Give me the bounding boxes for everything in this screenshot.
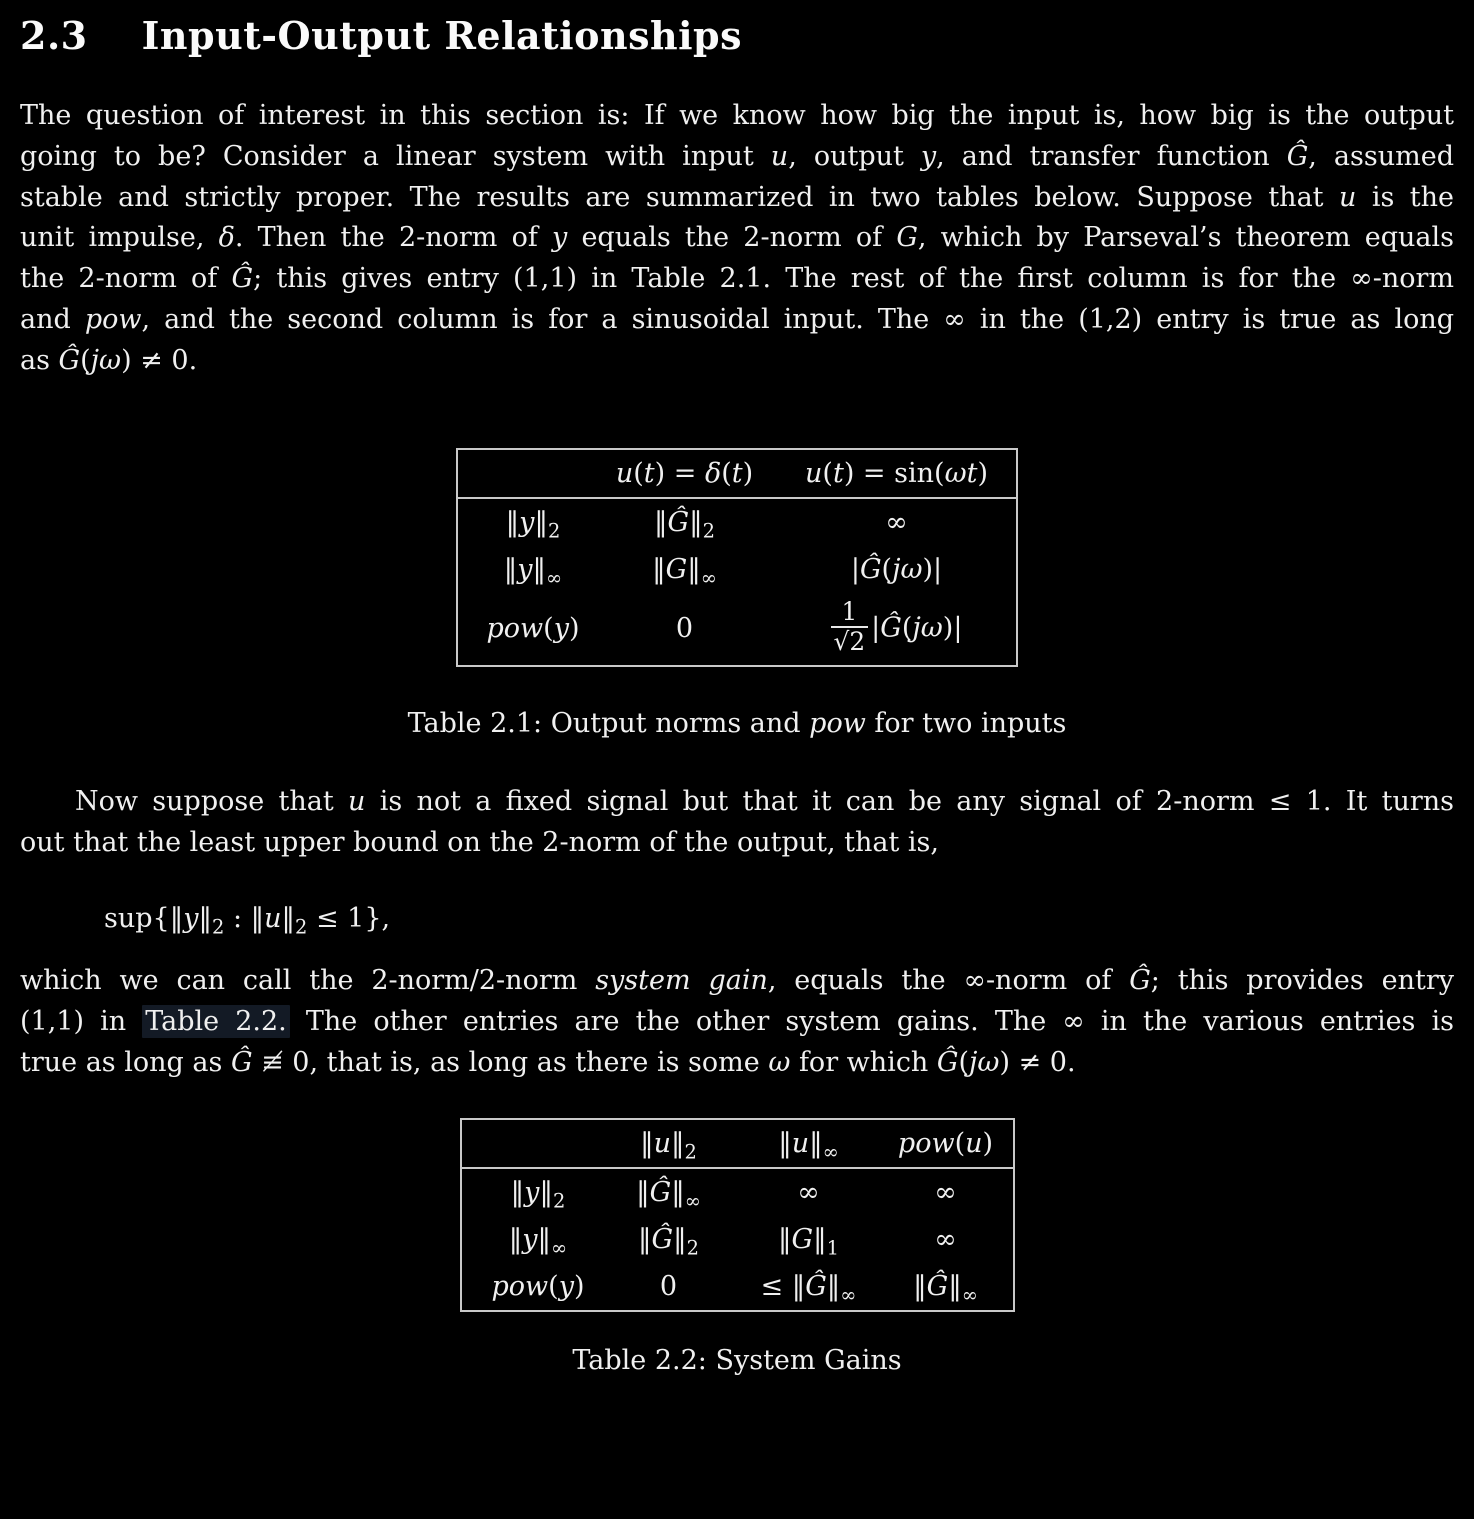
row-label-y-2norm	[457, 498, 592, 546]
text-segment: ‖	[281, 903, 296, 935]
text-segment: , assumed	[1308, 140, 1454, 172]
text-segment: which we can call the 2-norm/2-norm	[20, 965, 596, 997]
text-segment: (	[901, 612, 913, 644]
text-segment: y	[553, 613, 569, 645]
text-segment: pow	[486, 613, 544, 645]
table-row	[457, 593, 1017, 666]
text-segment: u	[1338, 181, 1357, 213]
text-segment: going to be? Consider a linear system with input	[20, 140, 771, 172]
text-segment: pow	[491, 1270, 549, 1302]
text-segment: )	[568, 613, 580, 645]
text-segment: u	[615, 457, 634, 489]
text-segment: ‖	[539, 1176, 553, 1208]
text-segment: pow	[897, 1127, 955, 1159]
text-segment: ‖	[687, 553, 701, 585]
text-segment: as	[20, 344, 59, 376]
row-label-y-2norm	[461, 1168, 599, 1216]
text-segment: ‖	[532, 553, 547, 585]
text-segment: G	[665, 553, 688, 585]
text-segment: Now suppose that	[75, 785, 348, 817]
text-segment: ∞	[934, 1223, 957, 1255]
text-segment: (	[633, 457, 644, 489]
text-segment: ‖	[948, 1270, 962, 1302]
text-segment: , equals the ∞-norm of	[767, 965, 1130, 997]
table-corner-cell	[461, 1119, 599, 1168]
text-segment: (	[954, 1127, 966, 1159]
table-cell	[592, 498, 777, 546]
section-heading	[20, 14, 1454, 58]
text-segment: y	[558, 1270, 574, 1302]
row-label-y-infnorm	[461, 1216, 599, 1263]
text-segment: jω	[969, 1046, 1000, 1078]
table-cell	[739, 1168, 879, 1216]
text-segment: Ĝ	[667, 506, 690, 538]
table-corner-cell	[457, 449, 592, 498]
text-segment: u	[791, 1127, 810, 1159]
text-segment: 2	[295, 915, 308, 939]
paragraph-system-gain	[20, 961, 1454, 1083]
system-gains-table	[460, 1118, 1015, 1312]
text-segment: u	[348, 785, 366, 817]
text-segment: Ĝ	[859, 553, 882, 585]
text-segment: Ĝ	[230, 1046, 253, 1078]
text-segment: ∞	[797, 1176, 820, 1208]
row-label-pow-y	[457, 593, 592, 666]
text-segment: (	[543, 613, 554, 645]
text-segment: sup{‖	[104, 903, 184, 935]
text-segment: (	[548, 1270, 559, 1302]
text-segment: 0	[659, 1270, 678, 1302]
text-segment: ) ≠ 0.	[999, 1046, 1076, 1078]
text-segment: is the	[1356, 181, 1455, 213]
table-2-2-link[interactable]: Table 2.2.	[142, 1005, 290, 1038]
text-segment: ‖	[508, 1223, 523, 1255]
text-segment: Ĝ	[936, 1046, 959, 1078]
text-segment: Ĝ	[1129, 965, 1151, 997]
text-segment: ∞	[546, 565, 563, 589]
text-segment: ) =	[654, 457, 705, 489]
text-segment: (1,1) in	[20, 1005, 143, 1037]
header-pow-u	[879, 1119, 1014, 1168]
text-line	[20, 961, 1454, 1002]
text-segment: stable and strictly proper. The results are summarized in two tables below. Suppose that	[20, 181, 1339, 213]
text-line	[20, 823, 1454, 864]
text-segment: Ĝ	[926, 1270, 949, 1302]
text-segment: jω	[892, 553, 923, 585]
section-number: 2.3	[20, 13, 88, 58]
text-line	[20, 218, 1454, 259]
text-segment: ‖	[636, 1176, 650, 1208]
text-segment: u	[770, 140, 789, 172]
text-segment: G	[896, 222, 918, 254]
table-cell	[592, 546, 777, 593]
text-segment: and	[20, 303, 85, 335]
header-impulse-input	[592, 449, 777, 498]
text-segment: y	[519, 506, 535, 538]
table-header-row	[461, 1119, 1014, 1168]
text-segment: y	[183, 903, 199, 935]
text-segment: (	[721, 457, 732, 489]
text-line	[20, 137, 1454, 178]
table-2-1-caption	[20, 708, 1454, 740]
text-segment: (	[958, 1046, 970, 1078]
fraction: $\frac{1}{√2}$	[831, 599, 869, 655]
text-segment: ∞	[684, 1188, 701, 1212]
table-cell	[879, 1168, 1014, 1216]
text-segment: , which by Parseval’s theorem equals	[917, 222, 1454, 254]
text-line	[20, 96, 1454, 137]
text-segment: for which	[790, 1046, 937, 1078]
text-segment: u	[653, 1127, 671, 1159]
text-segment: ωt	[944, 457, 978, 489]
table-2-2-caption	[20, 1345, 1454, 1377]
text-segment: 2	[211, 915, 225, 939]
text-segment: The other entries are the other system gains. The ∞ in the various entries is	[289, 1005, 1454, 1037]
table-cell	[777, 593, 1017, 666]
text-segment: ‖	[826, 1270, 841, 1302]
text-segment: ≢ 0, that is, as long as there is some	[252, 1046, 769, 1078]
text-segment: ‖	[654, 506, 668, 538]
text-segment: unit impulse,	[20, 222, 219, 254]
table-row	[457, 498, 1017, 546]
text-segment: ‖	[198, 903, 212, 935]
output-norms-table	[456, 448, 1018, 667]
text-line	[20, 782, 1454, 823]
text-line	[20, 1002, 1454, 1043]
text-segment: t	[643, 457, 655, 489]
table-cell	[879, 1263, 1014, 1311]
table-cell	[599, 1216, 739, 1263]
text-segment: u	[264, 903, 282, 935]
text-segment: ‖	[809, 1127, 823, 1159]
text-segment: ≤ 1},	[307, 903, 391, 935]
table-cell	[739, 1216, 879, 1263]
text-segment: ) ≠ 0.	[121, 344, 198, 376]
text-segment: y	[524, 1176, 540, 1208]
text-segment: true as long as	[20, 1046, 231, 1078]
text-segment: ‖	[537, 1223, 552, 1255]
table-cell	[599, 1263, 739, 1311]
text-segment: )	[977, 457, 988, 489]
text-line	[20, 178, 1454, 219]
text-segment: ∞	[700, 565, 717, 589]
table-row	[461, 1263, 1014, 1311]
text-segment: )	[573, 1270, 585, 1302]
text-segment: ∞	[551, 1235, 568, 1259]
text-segment: ; this provides entry	[1150, 965, 1454, 997]
text-segment: . Then the 2-norm of	[234, 222, 553, 254]
text-segment: 2	[686, 1235, 699, 1259]
text-segment: Table 2.2: System Gains	[572, 1344, 902, 1376]
text-segment: 2	[702, 518, 715, 542]
text-column	[20, 14, 1454, 1377]
table-cell	[777, 498, 1017, 546]
text-segment: is not a fixed signal but that it can be any signal of 2-norm ≤ 1. It turns	[365, 785, 1454, 817]
text-segment: ‖	[640, 1127, 654, 1159]
text-segment: )|	[922, 553, 943, 585]
section-title: Input-Output Relationships	[141, 13, 743, 58]
row-label-pow-y	[461, 1263, 599, 1311]
text-segment: )|	[942, 612, 963, 644]
text-segment: δ	[704, 457, 722, 489]
text-segment: ∞	[840, 1282, 857, 1306]
text-segment: ‖	[505, 506, 520, 538]
text-segment: : ‖	[224, 903, 265, 935]
text-segment: 1	[826, 1235, 839, 1259]
text-segment: G	[791, 1223, 814, 1255]
paragraph-intro	[20, 96, 1454, 382]
text-segment: jω	[912, 612, 943, 644]
text-segment: |	[850, 553, 860, 585]
text-line	[20, 300, 1454, 341]
text-segment: Ĝ	[805, 1270, 827, 1302]
text-segment: y	[920, 140, 937, 172]
text-segment: ∞	[885, 506, 908, 538]
paragraph-gains-intro	[20, 782, 1454, 864]
text-segment: ‖	[671, 1127, 685, 1159]
text-segment: jω	[90, 344, 122, 376]
table-cell	[592, 593, 777, 666]
text-segment: ‖	[534, 506, 548, 538]
text-segment: |	[871, 612, 881, 644]
text-segment: Ĝ	[651, 1223, 674, 1255]
text-segment: (	[881, 553, 893, 585]
text-segment: ; this gives entry (1,1) in Table 2.1. The rest of the first column is for the ∞-norm	[253, 263, 1454, 295]
text-segment: pow	[809, 707, 866, 739]
text-segment: )	[982, 1127, 994, 1159]
text-segment: ‖	[671, 1176, 685, 1208]
text-segment: Ĝ	[58, 344, 81, 376]
text-segment: ∞	[934, 1176, 957, 1208]
text-segment: y	[552, 222, 568, 254]
text-segment: out that the least upper bound on the 2-norm of the output, that is,	[20, 826, 939, 858]
text-segment: Ĝ	[1286, 140, 1309, 172]
header-u-infnorm	[739, 1119, 879, 1168]
table-cell	[777, 546, 1017, 593]
text-segment: 0	[675, 613, 694, 645]
text-segment: ‖	[673, 1223, 687, 1255]
text-segment: t	[832, 457, 844, 489]
text-segment: δ	[218, 222, 235, 254]
text-segment: 2	[552, 1188, 566, 1212]
text-segment: t	[731, 457, 743, 489]
text-segment: ‖	[510, 1176, 525, 1208]
text-segment: ‖	[503, 553, 518, 585]
text-segment: Ĝ	[231, 263, 254, 295]
text-segment: ‖	[813, 1223, 827, 1255]
text-segment: system gain	[595, 965, 768, 997]
text-segment: u	[965, 1127, 983, 1159]
text-segment: Table 2.1: Output norms and	[407, 707, 810, 739]
text-segment: The question of interest in this section is: If we know how big the input is, how big is the output	[20, 100, 1454, 131]
text-segment: ‖	[913, 1270, 927, 1302]
text-line	[20, 341, 1454, 382]
table-header-row	[457, 449, 1017, 498]
text-segment: equals the 2-norm of	[567, 222, 897, 254]
text-segment: 2	[684, 1139, 697, 1163]
text-segment: u	[805, 457, 823, 489]
text-segment: the 2-norm of	[20, 263, 232, 295]
header-sinusoid-input	[777, 449, 1017, 498]
header-u-2norm	[599, 1119, 739, 1168]
text-segment: ∞	[822, 1139, 839, 1163]
text-segment: pow	[84, 303, 142, 335]
text-segment: ≤ ‖	[760, 1270, 806, 1302]
sup-equation	[104, 899, 1454, 940]
table-row	[457, 546, 1017, 593]
text-segment: y	[522, 1223, 538, 1255]
row-label-y-infnorm	[457, 546, 592, 593]
text-segment: ω	[768, 1046, 791, 1078]
table-row	[461, 1168, 1014, 1216]
text-segment: (	[80, 344, 91, 376]
table-cell	[739, 1263, 879, 1311]
text-segment: ‖	[652, 553, 666, 585]
text-segment: , and the second column is for a sinusoidal input. The ∞ in the (1,2) entry is true as long	[141, 303, 1455, 335]
text-segment: ‖	[638, 1223, 652, 1255]
text-segment: (	[822, 457, 833, 489]
table-row	[461, 1216, 1014, 1263]
text-segment: Ĝ	[880, 612, 902, 644]
text-segment: )	[742, 457, 754, 489]
text-segment: ‖	[689, 506, 703, 538]
text-segment: y	[517, 553, 533, 585]
text-line	[20, 1043, 1454, 1084]
text-segment: ∞	[961, 1282, 978, 1306]
text-segment: ‖	[778, 1127, 792, 1159]
table-cell	[879, 1216, 1014, 1263]
text-segment: ) = sin(	[843, 457, 945, 489]
text-segment: ‖	[778, 1223, 792, 1255]
text-segment: for two inputs	[865, 707, 1067, 739]
text-segment: , and transfer function	[936, 140, 1287, 172]
text-segment: Ĝ	[649, 1176, 672, 1208]
text-segment: , output	[788, 140, 921, 172]
table-cell	[599, 1168, 739, 1216]
text-line	[20, 259, 1454, 300]
text-segment: 2	[547, 518, 561, 542]
